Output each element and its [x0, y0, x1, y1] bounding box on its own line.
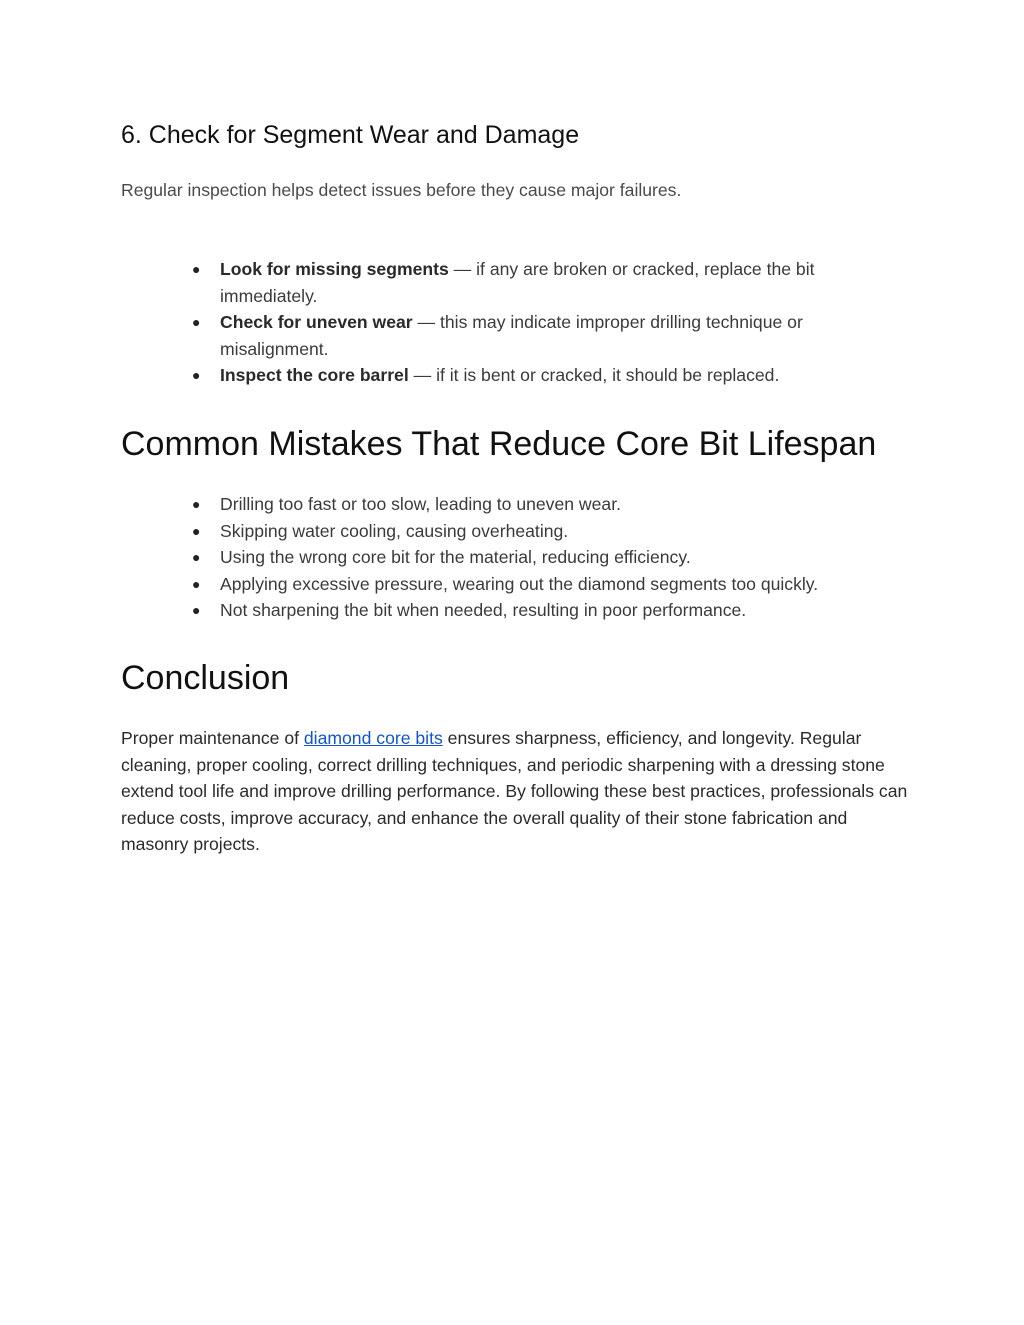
list-item-text: Drilling too fast or too slow, leading to uneven wear.: [220, 494, 621, 514]
list-item-text: Not sharpening the bit when needed, resulting in poor performance.: [220, 600, 747, 621]
list-item-text: — if it is bent or cracked, it should be replaced.: [408, 365, 780, 386]
bullet-icon: ●: [192, 261, 201, 277]
list-item: [121, 597, 911, 624]
list-item: [121, 362, 911, 389]
list-item-text: — this may indicate improper drilling technique or misalignment.: [220, 312, 803, 359]
conclusion-text-after: ensures sharpness, efficiency, and longevity. Regular cleaning, proper cooling, correct drilling techniques, and periodic sharpening with a dressing stone extend tool life and improve drilling performance. By following these best practices, professionals can reduce costs, improve accuracy, and enhance the overall quality of their stone fabrication and masonry projects.: [121, 728, 908, 855]
list-item: [121, 518, 911, 545]
list-item: [121, 256, 911, 309]
mistakes-list: [121, 491, 911, 624]
conclusion-heading: Conclusion: [121, 659, 290, 697]
list-item-text: — if any are broken or cracked, replace the bit immediately.: [220, 259, 815, 306]
list-item-text: Using the wrong core bit for the material, reducing efficiency.: [220, 547, 691, 568]
list-item-bold: Check for uneven wear: [220, 312, 413, 333]
list-item: [121, 309, 911, 362]
conclusion-text-before: Proper maintenance of: [121, 728, 304, 748]
list-item-text: Skipping water cooling, causing overheating.: [220, 520, 569, 541]
bullet-icon: ●: [192, 549, 201, 566]
list-item-text: Applying excessive pressure, wearing out the diamond segments too quickly.: [220, 573, 819, 594]
list-item: [121, 544, 911, 571]
bullet-icon: ●: [192, 314, 201, 331]
bullet-icon: ●: [192, 496, 201, 512]
bullet-icon: ●: [192, 522, 201, 539]
diamond-core-bits-link[interactable]: diamond core bits: [303, 728, 443, 748]
list-item-bold: Inspect the core barrel: [220, 365, 409, 386]
bullet-icon: ●: [192, 575, 201, 592]
list-item: [121, 491, 911, 518]
section-intro: Regular inspection helps detect issues before they cause major failures.: [121, 180, 682, 200]
section-heading: 6. Check for Segment Wear and Damage: [121, 121, 580, 149]
inspection-list: [121, 256, 911, 389]
list-item: [121, 571, 911, 598]
bullet-icon: ●: [192, 602, 201, 619]
bullet-icon: ●: [192, 367, 201, 384]
list-item-bold: Look for missing segments: [220, 259, 449, 279]
conclusion-paragraph: [121, 725, 911, 858]
mistakes-heading: Common Mistakes That Reduce Core Bit Lifespan: [121, 425, 877, 463]
